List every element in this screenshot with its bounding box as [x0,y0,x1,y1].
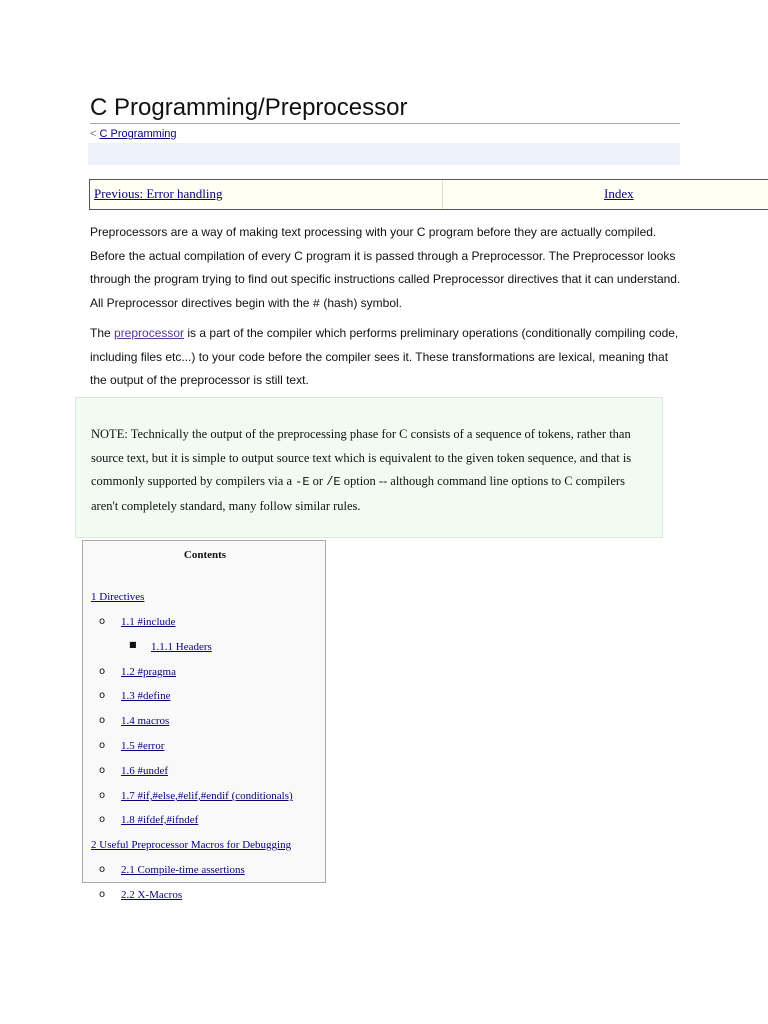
preprocessor-link[interactable]: preprocessor [114,326,185,340]
circle-bullet-icon: o [99,765,106,776]
note-line-1: NOTE: Technically the output of the preprocessing phase for C consists of a sequence of tokens, rather than [91,427,631,441]
previous-link[interactable]: Previous: Error handling [94,186,223,201]
toc-link[interactable]: 1.6 #undef [121,765,169,777]
square-bullet-icon: ■ [129,640,137,649]
note-box [75,397,663,538]
circle-bullet-icon: o [99,864,106,875]
note-line-3-mid: or [309,474,327,488]
intro-line-1: Preprocessors are a way of making text processing with your C program before they are actually compiled. [90,225,657,239]
circle-bullet-icon: o [99,889,106,900]
breadcrumb [90,128,177,140]
toc-link[interactable]: 2 Useful Preprocessor Macros for Debugging [91,839,292,851]
circle-bullet-icon: o [99,814,106,825]
toc-link[interactable]: 1.1.1 Headers [151,641,212,653]
circle-bullet-icon: o [99,740,106,751]
note-line-3-start: commonly supported by compilers via a [91,474,296,488]
hash-symbol: # [312,296,320,311]
navigation-box [89,179,768,210]
second-line-1-start: The [90,326,115,340]
intro-line-2: Before the actual compilation of every C program it is passed through a Preprocessor. The Preprocessor looks [90,248,676,263]
intro-line-4-end: (hash) symbol. [319,295,403,310]
note-line-2: source text, but it is simple to output source text which is equivalent to the given token sequence, and that is [91,450,632,465]
toc-link[interactable]: 1.5 #error [121,740,165,752]
toc-link[interactable]: 1.4 macros [121,715,170,727]
header-bar [88,143,680,165]
toc-link[interactable]: 1.1 #include [121,616,176,628]
second-line-2: including files etc...) to your code before the compiler sees it. These transformations are lexical, meaning that [90,349,669,364]
toc-link[interactable]: 1.7 #if,#else,#elif,#endif (conditionals) [121,790,293,802]
toc-link[interactable]: 1 Directives [91,591,145,603]
circle-bullet-icon: o [99,715,106,726]
toc-title: Contents [183,549,227,561]
intro-line-4: All Preprocessor directives begin with the [90,295,313,310]
breadcrumb-link-c-programming[interactable]: C Programming [99,128,177,140]
toc-link[interactable]: 1.3 #define [121,690,171,702]
intro-paragraph [90,221,690,316]
toc-link[interactable]: 2.2 X-Macros [121,889,183,901]
toc-link[interactable]: 1.2 #pragma [121,666,176,678]
circle-bullet-icon: o [99,790,106,801]
nav-index-cell [443,180,768,209]
circle-bullet-icon: o [99,690,106,701]
second-line-1-end: is a part of the compiler which performs preliminary operations (conditionally compiling code, [184,326,679,340]
circle-bullet-icon: o [99,616,106,627]
toc-link[interactable]: 1.8 #ifdef,#ifndef [121,814,199,826]
note-line-3-end: option -- although command line options to C compilers [340,474,625,488]
flag-slash-e-code: /E [326,475,341,489]
page-title: C Programming/Preprocessor [90,93,680,124]
circle-bullet-icon: o [99,666,106,677]
second-line-3: the output of the preprocessor is still text. [90,373,309,387]
toc-link[interactable]: 2.1 Compile-time assertions [121,864,245,876]
note-line-4: aren't completely standard, many follow similar rules. [91,498,361,513]
table-of-contents [82,540,326,901]
preprocessor-paragraph [90,322,690,393]
nav-previous-cell [90,180,443,209]
index-link[interactable]: Index [604,186,634,201]
breadcrumb-prefix: < [90,128,97,140]
intro-line-3: through the program trying to find out specific instructions called Preprocessor directives that it can understand. [90,272,681,286]
flag-e-code: -E [295,475,310,489]
